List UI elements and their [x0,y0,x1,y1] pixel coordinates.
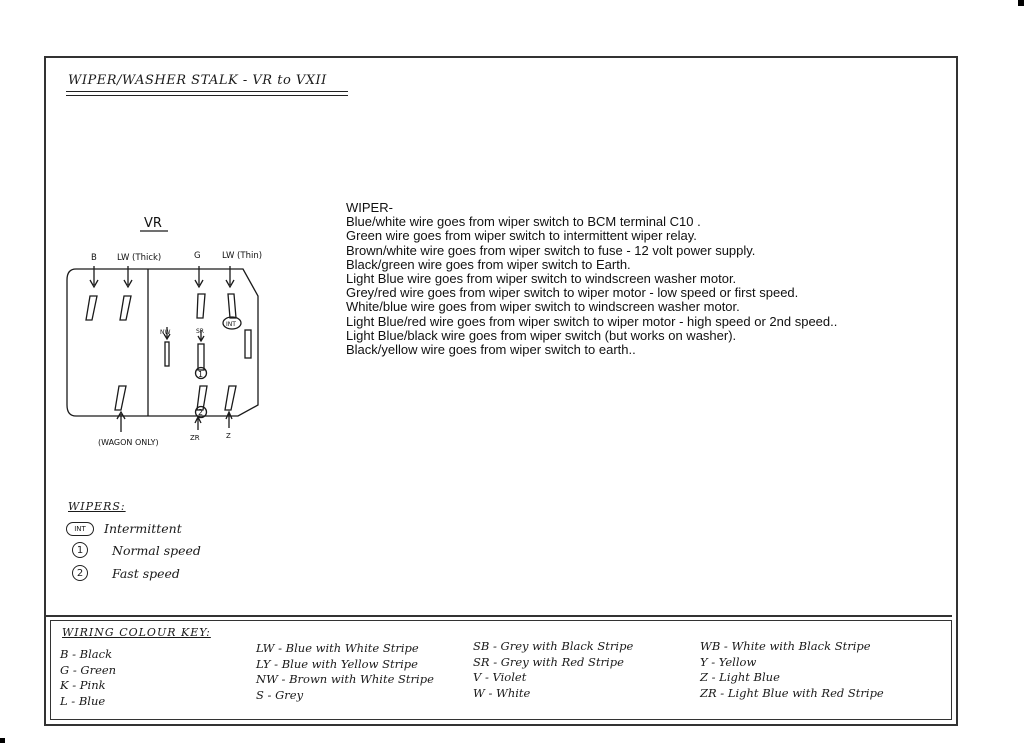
notes-line: Blue/white wire goes from wiper switch to BCM terminal C10 . [346,214,701,230]
key-entry: NW - Brown with White Stripe [256,672,434,686]
notes-line: Light Blue/black wire goes from wiper switch (but works on washer). [346,327,737,343]
colour-key-col-4 [700,639,884,701]
key-entry: ZR - Light Blue with Red Stripe [700,685,884,700]
notes-line: Brown/white wire goes from wiper switch to fuse - 12 volt power supply. [346,242,756,258]
legend-item-fast [72,565,180,581]
wiper-notes [346,201,837,357]
key-entry: B - Black [60,647,113,661]
notes-line: White/blue wire goes from wiper switch to windscreen washer motor. [346,299,740,315]
label-zr: ZR [190,434,200,442]
speed1-symbol: 1 [72,542,88,558]
key-entry: W - White [473,685,531,700]
legend-text: Fast speed [112,565,180,581]
label-g: G [194,251,201,261]
scan-mark [1018,0,1024,6]
legend-item-int [66,521,182,536]
label-z: Z [226,432,231,440]
key-entry: L - Blue [60,693,106,708]
notes-line: Light Blue/red wire goes from wiper switch to wiper motor - high speed or 2nd speed.. [346,313,838,329]
colour-key-col-3 [473,639,633,701]
label-sr: SR [196,328,204,335]
notes-line: Black/yellow wire goes from wiper switch to earth.. [346,342,636,358]
notes-line: Green wire goes from wiper switch to intermittent wiper relay. [346,228,697,244]
label-pos1: 1 [198,370,204,379]
diagram-heading: VR [144,216,162,231]
notes-line: Light Blue wire goes from wiper switch to windscreen washer motor. [346,271,737,287]
switch-diagram [60,205,290,455]
key-entry: LW - Blue with White Stripe [256,641,419,655]
label-nw: NW [160,329,171,336]
key-entry: SR - Grey with Red Stripe [473,654,624,669]
colour-key-heading: WIRING COLOUR KEY: [62,626,211,639]
key-entry: LY - Blue with Yellow Stripe [256,656,418,671]
legend-text: Intermittent [104,521,182,536]
legend-heading: WIPERS: [68,500,126,513]
key-entry: Z - Light Blue [700,670,780,684]
key-entry: S - Grey [256,687,304,702]
colour-key-col-2 [256,641,434,703]
notes-heading: WIPER- [346,200,393,215]
notes-line: Black/green wire goes from wiper switch to Earth. [346,256,631,272]
key-entry: SB - Grey with Black Stripe [473,639,634,653]
int-symbol: INT [66,522,94,536]
key-entry: V - Violet [473,670,527,684]
key-entry: Y - Yellow [700,654,757,669]
label-wagon: (WAGON ONLY) [98,438,159,447]
key-entry: G - Green [60,662,117,677]
key-entry: WB - White with Black Stripe [700,639,871,653]
legend-item-normal [72,542,201,558]
title-underline [66,91,348,92]
key-entry: K - Pink [60,678,106,692]
notes-line: Grey/red wire goes from wiper switch to wiper motor - low speed or first speed. [346,285,799,301]
label-pos2: 2 [198,408,204,417]
scan-mark [0,738,5,743]
label-lw-thick: LW (Thick) [117,253,162,263]
frame-divider [46,615,952,617]
colour-key-col-1 [60,647,116,709]
legend-text: Normal speed [112,542,201,558]
label-lw-thin: LW (Thin) [222,251,263,261]
page-title: WIPER/WASHER STALK - VR to VXII [68,73,327,88]
speed2-symbol: 2 [72,565,88,581]
label-b: B [91,253,97,263]
title-underline [66,95,348,96]
label-int: INT [226,321,236,328]
